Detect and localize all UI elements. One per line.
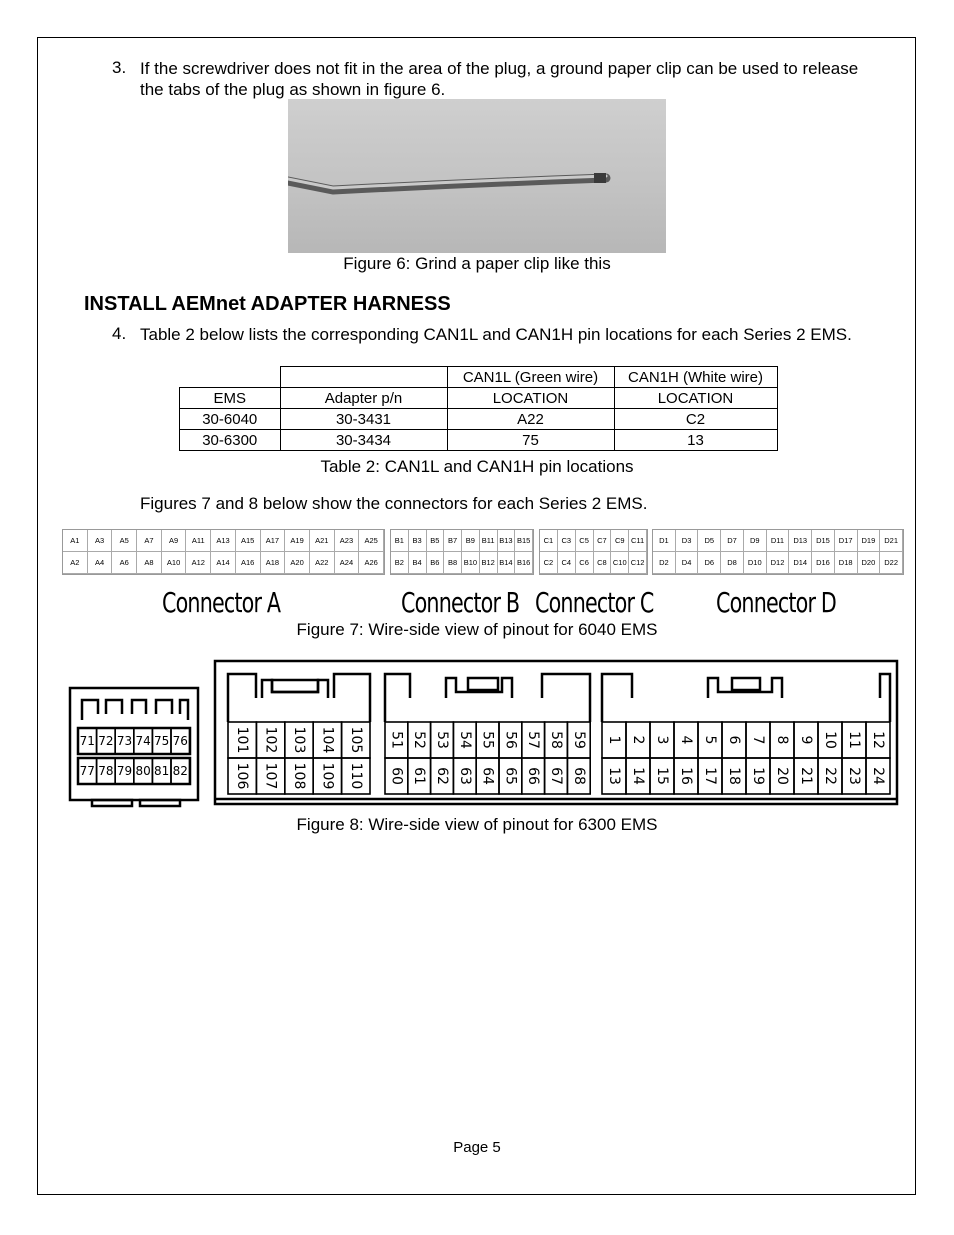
pin-a25: A25 bbox=[359, 530, 384, 552]
table-cell: LOCATION bbox=[447, 388, 614, 409]
pin-56: 56 bbox=[502, 731, 519, 749]
pin-101: 101 bbox=[234, 726, 251, 754]
table-cell: 30-6300 bbox=[180, 430, 281, 451]
table-cell: EMS bbox=[180, 388, 281, 409]
pin-109: 109 bbox=[319, 762, 336, 790]
pin-a12: A12 bbox=[186, 552, 211, 574]
paper-clip-image bbox=[288, 99, 666, 253]
connector-d-pins bbox=[652, 529, 904, 575]
pin-21: 21 bbox=[798, 767, 814, 785]
pin-b4: B4 bbox=[409, 552, 427, 574]
pin-d5: D5 bbox=[698, 530, 721, 552]
pin-b9: B9 bbox=[462, 530, 480, 552]
pin-6: 6 bbox=[726, 735, 742, 745]
table-cell: 30-3434 bbox=[280, 430, 447, 451]
pin-d11: D11 bbox=[767, 530, 790, 552]
pin-a24: A24 bbox=[335, 552, 360, 574]
pin-d3: D3 bbox=[676, 530, 699, 552]
pin-d20: D20 bbox=[858, 552, 881, 574]
pin-d19: D19 bbox=[858, 530, 881, 552]
pin-19: 19 bbox=[750, 767, 766, 785]
pin-a18: A18 bbox=[261, 552, 286, 574]
connector-a-label: Connector A bbox=[162, 586, 281, 619]
figures-intro: Figures 7 and 8 below show the connectors for each Series 2 EMS. bbox=[140, 494, 648, 513]
step-number: 4. bbox=[112, 324, 127, 343]
pin-79: 79 bbox=[116, 764, 133, 778]
pin-59: 59 bbox=[570, 731, 587, 749]
pin-c8: C8 bbox=[594, 552, 612, 574]
pin-d14: D14 bbox=[789, 552, 812, 574]
pin-b7: B7 bbox=[444, 530, 462, 552]
pin-a3: A3 bbox=[88, 530, 113, 552]
connector-b-label: Connector B bbox=[401, 586, 520, 619]
table-cell: Adapter p/n bbox=[280, 388, 447, 409]
pin-a13: A13 bbox=[211, 530, 236, 552]
pin-a8: A8 bbox=[137, 552, 162, 574]
paper-clip-photo bbox=[288, 99, 666, 253]
pin-10: 10 bbox=[822, 731, 838, 749]
pin-53: 53 bbox=[434, 731, 450, 749]
pin-103: 103 bbox=[291, 726, 307, 754]
table-cell: CAN1H (White wire) bbox=[614, 367, 777, 388]
pin-a9: A9 bbox=[162, 530, 187, 552]
pin-57: 57 bbox=[525, 731, 542, 749]
pin-b3: B3 bbox=[409, 530, 427, 552]
pin-b2: B2 bbox=[391, 552, 409, 574]
pin-20: 20 bbox=[774, 767, 790, 785]
pin-c10: C10 bbox=[611, 552, 629, 574]
pin-c7: C7 bbox=[594, 530, 612, 552]
pin-68: 68 bbox=[570, 767, 587, 785]
pin-c9: C9 bbox=[611, 530, 629, 552]
pin-b14: B14 bbox=[498, 552, 516, 574]
pin-72: 72 bbox=[98, 734, 114, 748]
pin-a1: A1 bbox=[63, 530, 88, 552]
pin-a23: A23 bbox=[335, 530, 360, 552]
pin-a11: A11 bbox=[186, 530, 211, 552]
pin-12: 12 bbox=[870, 731, 886, 749]
pin-c11: C11 bbox=[629, 530, 647, 552]
pin-8: 8 bbox=[774, 735, 790, 745]
pin-81: 81 bbox=[154, 764, 170, 778]
pin-23: 23 bbox=[846, 767, 862, 785]
step4-text: Table 2 below lists the corresponding CAN1L and CAN1H pin locations for each Series 2 EMS. bbox=[140, 325, 852, 344]
pin-73: 73 bbox=[116, 734, 133, 748]
step3-text: If the screwdriver does not fit in the area of the plug, a ground paper clip can be used to release the tabs of the plug as shown in figure 6. bbox=[140, 59, 859, 99]
pin-c3: C3 bbox=[558, 530, 576, 552]
pin-75: 75 bbox=[154, 734, 170, 748]
pin-a16: A16 bbox=[236, 552, 261, 574]
pin-76: 76 bbox=[172, 734, 188, 748]
pin-b8: B8 bbox=[444, 552, 462, 574]
pin-110: 110 bbox=[347, 762, 364, 790]
figure7-caption: Figure 7: Wire-side view of pinout for 6040 EMS bbox=[296, 620, 658, 639]
pin-51: 51 bbox=[388, 731, 405, 749]
pin-17: 17 bbox=[702, 767, 718, 785]
pin-62: 62 bbox=[434, 767, 450, 785]
table-cell bbox=[180, 367, 281, 388]
pin-b10: B10 bbox=[462, 552, 480, 574]
ecu-6300-connector-diagram bbox=[60, 652, 905, 814]
pin-a7: A7 bbox=[137, 530, 162, 552]
pin-64: 64 bbox=[479, 767, 496, 785]
pin-a20: A20 bbox=[285, 552, 310, 574]
pin-65: 65 bbox=[502, 767, 519, 785]
connector-b-pins bbox=[390, 529, 534, 575]
pin-a19: A19 bbox=[285, 530, 310, 552]
table-cell: 13 bbox=[614, 430, 777, 451]
pin-a5: A5 bbox=[112, 530, 137, 552]
table-cell bbox=[280, 367, 447, 388]
pin-66: 66 bbox=[525, 767, 542, 785]
pin-67: 67 bbox=[548, 767, 564, 785]
pin-2: 2 bbox=[630, 735, 646, 745]
pin-58: 58 bbox=[548, 731, 564, 749]
pin-102: 102 bbox=[262, 726, 279, 754]
pin-b15: B15 bbox=[515, 530, 533, 552]
pin-d17: D17 bbox=[835, 530, 858, 552]
pin-a2: A2 bbox=[63, 552, 88, 574]
pin-14: 14 bbox=[630, 767, 646, 785]
table-cell: 30-6040 bbox=[180, 409, 281, 430]
pin-55: 55 bbox=[479, 731, 496, 749]
pin-c4: C4 bbox=[558, 552, 576, 574]
connector-a-pins bbox=[62, 529, 385, 575]
pin-106: 106 bbox=[234, 762, 251, 790]
pin-d9: D9 bbox=[744, 530, 767, 552]
pin-61: 61 bbox=[411, 767, 428, 785]
connector-d-label: Connector D bbox=[716, 586, 836, 619]
pin-c1: C1 bbox=[540, 530, 558, 552]
pin-11: 11 bbox=[846, 731, 862, 749]
pin-b16: B16 bbox=[515, 552, 533, 574]
pin-b5: B5 bbox=[427, 530, 445, 552]
pin-a10: A10 bbox=[162, 552, 187, 574]
pin-d4: D4 bbox=[676, 552, 699, 574]
table-cell: LOCATION bbox=[614, 388, 777, 409]
pin-18: 18 bbox=[726, 767, 742, 785]
table-cell: CAN1L (Green wire) bbox=[447, 367, 614, 388]
pin-a22: A22 bbox=[310, 552, 335, 574]
pin-4: 4 bbox=[678, 735, 694, 745]
pin-a6: A6 bbox=[112, 552, 137, 574]
pin-d8: D8 bbox=[721, 552, 744, 574]
pin-108: 108 bbox=[291, 762, 307, 790]
pin-104: 104 bbox=[319, 726, 336, 754]
connector-c-label: Connector C bbox=[535, 586, 654, 619]
pin-54: 54 bbox=[456, 731, 473, 749]
table-cell: C2 bbox=[614, 409, 777, 430]
pin-d10: D10 bbox=[744, 552, 767, 574]
pin-c2: C2 bbox=[540, 552, 558, 574]
pin-22: 22 bbox=[822, 767, 838, 785]
pin-d22: D22 bbox=[880, 552, 903, 574]
pin-1: 1 bbox=[606, 735, 622, 745]
table2-caption: Table 2: CAN1L and CAN1H pin locations bbox=[320, 457, 634, 476]
connector-c-pins bbox=[539, 529, 648, 575]
pin-7: 7 bbox=[750, 735, 766, 745]
pin-d1: D1 bbox=[653, 530, 676, 552]
pin-b6: B6 bbox=[427, 552, 445, 574]
pin-16: 16 bbox=[678, 767, 694, 785]
pin-d18: D18 bbox=[835, 552, 858, 574]
pin-b12: B12 bbox=[480, 552, 498, 574]
pin-5: 5 bbox=[702, 735, 718, 745]
pin-52: 52 bbox=[411, 731, 428, 749]
pin-63: 63 bbox=[456, 767, 473, 785]
pin-d2: D2 bbox=[653, 552, 676, 574]
pin-3: 3 bbox=[654, 735, 670, 745]
table-cell: 75 bbox=[447, 430, 614, 451]
table-cell: 30-3431 bbox=[280, 409, 447, 430]
pin-b1: B1 bbox=[391, 530, 409, 552]
step-number: 3. bbox=[112, 58, 127, 77]
pin-d13: D13 bbox=[789, 530, 812, 552]
pin-d7: D7 bbox=[721, 530, 744, 552]
pin-60: 60 bbox=[388, 767, 405, 785]
page-number: Page 5 bbox=[453, 1139, 501, 1156]
pin-9: 9 bbox=[798, 735, 814, 745]
pin-13: 13 bbox=[606, 767, 622, 785]
pin-b13: B13 bbox=[498, 530, 516, 552]
pin-d16: D16 bbox=[812, 552, 835, 574]
pin-77: 77 bbox=[79, 764, 95, 778]
pin-a21: A21 bbox=[310, 530, 335, 552]
pin-c6: C6 bbox=[576, 552, 594, 574]
pin-71: 71 bbox=[79, 734, 95, 748]
pin-78: 78 bbox=[98, 764, 114, 778]
table-cell: A22 bbox=[447, 409, 614, 430]
pin-105: 105 bbox=[347, 726, 364, 754]
pin-c12: C12 bbox=[629, 552, 647, 574]
table-row bbox=[180, 409, 778, 430]
pin-a15: A15 bbox=[236, 530, 261, 552]
pin-80: 80 bbox=[135, 764, 151, 778]
pin-24: 24 bbox=[870, 767, 886, 785]
table-row bbox=[180, 430, 778, 451]
pin-d15: D15 bbox=[812, 530, 835, 552]
pin-d12: D12 bbox=[767, 552, 790, 574]
section-heading: INSTALL AEMnet ADAPTER HARNESS bbox=[84, 293, 451, 315]
table-header-row bbox=[180, 388, 778, 409]
pin-d6: D6 bbox=[698, 552, 721, 574]
pin-a17: A17 bbox=[261, 530, 286, 552]
pin-c5: C5 bbox=[576, 530, 594, 552]
pin-15: 15 bbox=[654, 767, 670, 785]
pin-d21: D21 bbox=[880, 530, 903, 552]
can-pin-table bbox=[179, 366, 778, 451]
table-header-top-row bbox=[180, 367, 778, 388]
figure6-caption: Figure 6: Grind a paper clip like this bbox=[343, 254, 611, 273]
pin-b11: B11 bbox=[480, 530, 498, 552]
pin-74: 74 bbox=[135, 734, 151, 748]
pin-82: 82 bbox=[172, 764, 188, 778]
figure8-caption: Figure 8: Wire-side view of pinout for 6300 EMS bbox=[296, 815, 658, 834]
pin-107: 107 bbox=[262, 762, 279, 790]
pin-a4: A4 bbox=[88, 552, 113, 574]
pin-a26: A26 bbox=[359, 552, 384, 574]
pin-a14: A14 bbox=[211, 552, 236, 574]
